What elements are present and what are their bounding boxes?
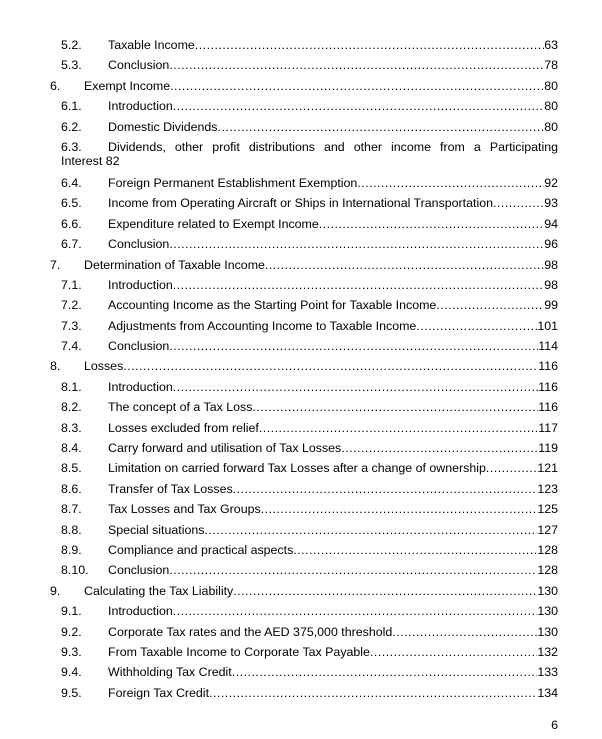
toc-section-entry[interactable] — [0, 295, 602, 315]
toc-section-entry[interactable] — [0, 418, 602, 438]
dot-leader — [293, 543, 537, 557]
dot-leader — [261, 502, 538, 516]
toc-section-entry[interactable] — [0, 683, 602, 703]
toc-entry-page: 125 — [537, 502, 558, 517]
toc-entry-title: Withholding Tax Credit — [108, 665, 232, 680]
toc-entry-title: Conclusion — [108, 58, 170, 73]
dot-leader — [173, 604, 538, 618]
toc-section-entry[interactable] — [0, 377, 602, 397]
toc-entry-page: 63 — [544, 38, 558, 52]
toc-entry-page: 130 — [537, 624, 558, 639]
toc-section-entry[interactable] — [0, 499, 602, 519]
toc-entry-page: 130 — [537, 583, 558, 598]
toc-entry-title: Adjustments from Accounting Income to Taxable Income — [108, 318, 417, 333]
dot-leader — [493, 196, 544, 210]
toc-entry-title: Foreign Tax Credit — [108, 685, 210, 700]
toc-entry-number: 9. — [50, 583, 61, 598]
toc-entry-number: 7.4. — [61, 339, 82, 354]
toc-entry-title: Conclusion — [108, 339, 170, 354]
toc-entry-number: 6.5. — [61, 196, 82, 211]
toc-entry-number: 8.7. — [61, 502, 82, 517]
toc-section-entry[interactable] — [0, 35, 602, 55]
toc-entry-title: Limitation on carried forward Tax Losses after a change of ownership — [108, 461, 486, 476]
toc-entry-title: Foreign Permanent Establishment Exemption — [108, 175, 358, 190]
toc-entry-number: 8.5. — [61, 461, 82, 476]
toc-entry-page: 92 — [544, 175, 558, 190]
toc-entry-title: Introduction — [108, 379, 173, 394]
toc-entry-title: Accounting Income as the Starting Point for Taxable Income — [108, 298, 437, 313]
dot-leader — [173, 380, 538, 394]
toc-entry-number: 7.2. — [61, 298, 82, 313]
toc-entry-page: 116 — [538, 379, 558, 394]
toc-entry-title: Losses — [84, 359, 124, 374]
toc-entry-title: Special situations — [108, 522, 205, 537]
dot-leader — [232, 665, 538, 679]
toc-entry-number: 6.6. — [61, 216, 82, 231]
dot-leader — [341, 441, 538, 455]
toc-section-entry[interactable] — [0, 458, 602, 478]
dot-leader — [357, 176, 544, 190]
toc-entry-title: Dividends, other profit distributions and other income from a Participating — [108, 139, 558, 154]
page-number: 6 — [551, 718, 558, 732]
toc-entry-number: 7.1. — [61, 277, 82, 292]
toc-section-entry[interactable] — [0, 234, 602, 254]
toc-entry-number: 8.1. — [61, 379, 82, 394]
toc-entry-title: Conclusion — [108, 237, 170, 252]
toc-section-entry[interactable] — [0, 275, 602, 295]
toc-entry-number: 8.6. — [61, 481, 82, 496]
toc-section-entry[interactable] — [0, 601, 602, 621]
toc-entry-number: 8.2. — [61, 400, 82, 415]
dot-leader — [233, 482, 538, 496]
toc-entry-number: 8.10. — [61, 563, 89, 578]
toc-section-entry[interactable] — [0, 336, 602, 356]
toc-entry-title: Introduction — [108, 604, 173, 619]
dot-leader — [173, 278, 544, 292]
toc-entry-page: 114 — [538, 339, 558, 354]
dot-leader — [173, 99, 544, 113]
dot-leader — [370, 645, 537, 659]
toc-section-entry[interactable] — [0, 117, 602, 137]
toc-section-entry[interactable] — [0, 479, 602, 499]
toc-entry-page: 130 — [537, 604, 558, 619]
dot-leader — [416, 319, 537, 333]
toc-entry-title: The concept of a Tax Loss — [108, 400, 253, 415]
toc-section-entry[interactable] — [0, 642, 602, 662]
toc-chapter-entry[interactable] — [0, 255, 602, 275]
toc-entry-page: 128 — [537, 542, 558, 557]
toc-entry-title: Compliance and practical aspects — [108, 542, 294, 557]
toc-section-entry[interactable] — [0, 540, 602, 560]
toc-entry-page: 128 — [537, 563, 558, 578]
toc-entry-title: Taxable Income — [108, 38, 195, 52]
toc-entry-page: 98 — [544, 277, 558, 292]
toc-entry-number: 5.3. — [61, 58, 82, 73]
toc-entry-page: 116 — [538, 359, 558, 374]
toc-entry-page: 121 — [537, 461, 558, 476]
toc-entry-title: Introduction — [108, 99, 173, 114]
toc-entry-page: 134 — [537, 685, 558, 700]
toc-entry-title: Transfer of Tax Losses — [108, 481, 233, 496]
dot-leader — [170, 79, 544, 93]
toc-entry-title: Conclusion — [108, 563, 170, 578]
toc-entry-number: 6.2. — [61, 119, 82, 134]
toc-chapter-entry[interactable] — [0, 76, 602, 96]
toc-entry-title: Calculating the Tax Liability — [84, 583, 234, 598]
dot-leader — [209, 686, 537, 700]
toc-entry-number: 9.2. — [61, 624, 82, 639]
toc-section-entry[interactable] — [0, 622, 602, 642]
toc-entry-number: 7.3. — [61, 318, 82, 333]
toc-entry-number: 6.4. — [61, 175, 82, 190]
dot-leader — [218, 120, 545, 134]
dot-leader — [195, 38, 544, 52]
toc-entry-page: 99 — [544, 298, 558, 313]
dot-leader — [204, 523, 537, 537]
toc-entry-page: 133 — [537, 665, 558, 680]
toc-section-entry[interactable] — [0, 214, 602, 234]
toc-entry-page: 119 — [538, 441, 558, 456]
toc-section-entry[interactable] — [0, 193, 602, 213]
toc-section-entry[interactable] — [0, 560, 602, 580]
toc-section-entry[interactable] — [0, 316, 602, 336]
toc-entry-number: 6. — [50, 78, 61, 93]
toc-entry-title: Carry forward and utilisation of Tax Losses — [108, 441, 342, 456]
toc-entry-title: Corporate Tax rates and the AED 375,000 threshold — [108, 624, 393, 639]
toc-chapter-entry[interactable] — [0, 356, 602, 376]
dot-leader — [233, 584, 537, 598]
toc-entry-title: Domestic Dividends — [108, 119, 218, 134]
dot-leader — [169, 563, 537, 577]
toc-entry-page: 127 — [537, 522, 558, 537]
toc-entry-page: 93 — [544, 196, 558, 211]
dot-leader — [169, 237, 544, 251]
toc-entry-title: From Taxable Income to Corporate Tax Payable — [108, 644, 370, 659]
dot-leader — [486, 461, 537, 475]
toc-entry-page: 80 — [544, 78, 558, 93]
dot-leader — [436, 298, 544, 312]
toc-entry-page: 116 — [538, 400, 558, 415]
toc-section-entry[interactable] — [0, 438, 602, 458]
toc-entry-number: 8.9. — [61, 542, 82, 557]
toc-section-entry[interactable] — [0, 173, 602, 193]
toc-entry-page: 123 — [537, 481, 558, 496]
toc-chapter-entry[interactable] — [0, 581, 602, 601]
toc-entry-title: Expenditure related to Exempt Income — [108, 216, 319, 231]
toc-entry-title-continuation: Interest 82 — [61, 153, 120, 168]
toc-entry-number: 6.3. — [61, 139, 82, 154]
dot-leader — [319, 217, 544, 231]
toc-section-entry[interactable] — [0, 55, 602, 75]
toc-entry-page: 101 — [537, 318, 558, 333]
dot-leader — [252, 400, 538, 414]
toc-entry-page: 117 — [538, 420, 558, 435]
toc-entry-number: 6.1. — [61, 99, 82, 114]
toc-entry-page: 98 — [544, 257, 558, 272]
toc-entry-page: 96 — [544, 237, 558, 252]
toc-entry-title: Determination of Taxable Income — [84, 257, 265, 272]
toc-entry-title: Losses excluded from relief — [108, 420, 259, 435]
toc-section-entry[interactable] — [0, 662, 602, 682]
dot-leader — [169, 339, 538, 353]
toc-entry-page: 78 — [544, 58, 558, 73]
dot-leader — [392, 625, 537, 639]
toc-entry-number: 8. — [50, 359, 61, 374]
toc-section-entry[interactable] — [0, 137, 602, 173]
toc-entry-number: 9.1. — [61, 604, 82, 619]
toc-entry-number: 6.7. — [61, 237, 82, 252]
toc-entry-number: 8.3. — [61, 420, 82, 435]
toc-entry-number: 8.4. — [61, 441, 82, 456]
dot-leader — [259, 421, 538, 435]
toc-entry-page: 80 — [544, 119, 558, 134]
toc-entry-number: 9.4. — [61, 665, 82, 680]
toc-entry-title: Introduction — [108, 277, 173, 292]
toc-section-entry[interactable] — [0, 96, 602, 116]
toc-entry-number: 8.8. — [61, 522, 82, 537]
toc-entry-page: 80 — [544, 99, 558, 114]
toc-entry-title: Exempt Income — [84, 78, 171, 93]
toc-section-entry[interactable] — [0, 520, 602, 540]
toc-entry-title: Income from Operating Aircraft or Ships in International Transportation — [108, 196, 493, 211]
toc-entry-number: 5.2. — [61, 38, 82, 52]
dot-leader — [169, 58, 544, 72]
table-of-contents — [0, 35, 602, 703]
dot-leader — [265, 258, 544, 272]
toc-entry-number: 9.5. — [61, 685, 82, 700]
dot-leader — [123, 359, 538, 373]
toc-entry-title: Tax Losses and Tax Groups — [108, 502, 261, 517]
toc-entry-page: 132 — [537, 644, 558, 659]
toc-entry-number: 7. — [50, 257, 61, 272]
toc-entry-page: 94 — [544, 216, 558, 231]
toc-entry-number: 9.3. — [61, 644, 82, 659]
toc-section-entry[interactable] — [0, 397, 602, 417]
